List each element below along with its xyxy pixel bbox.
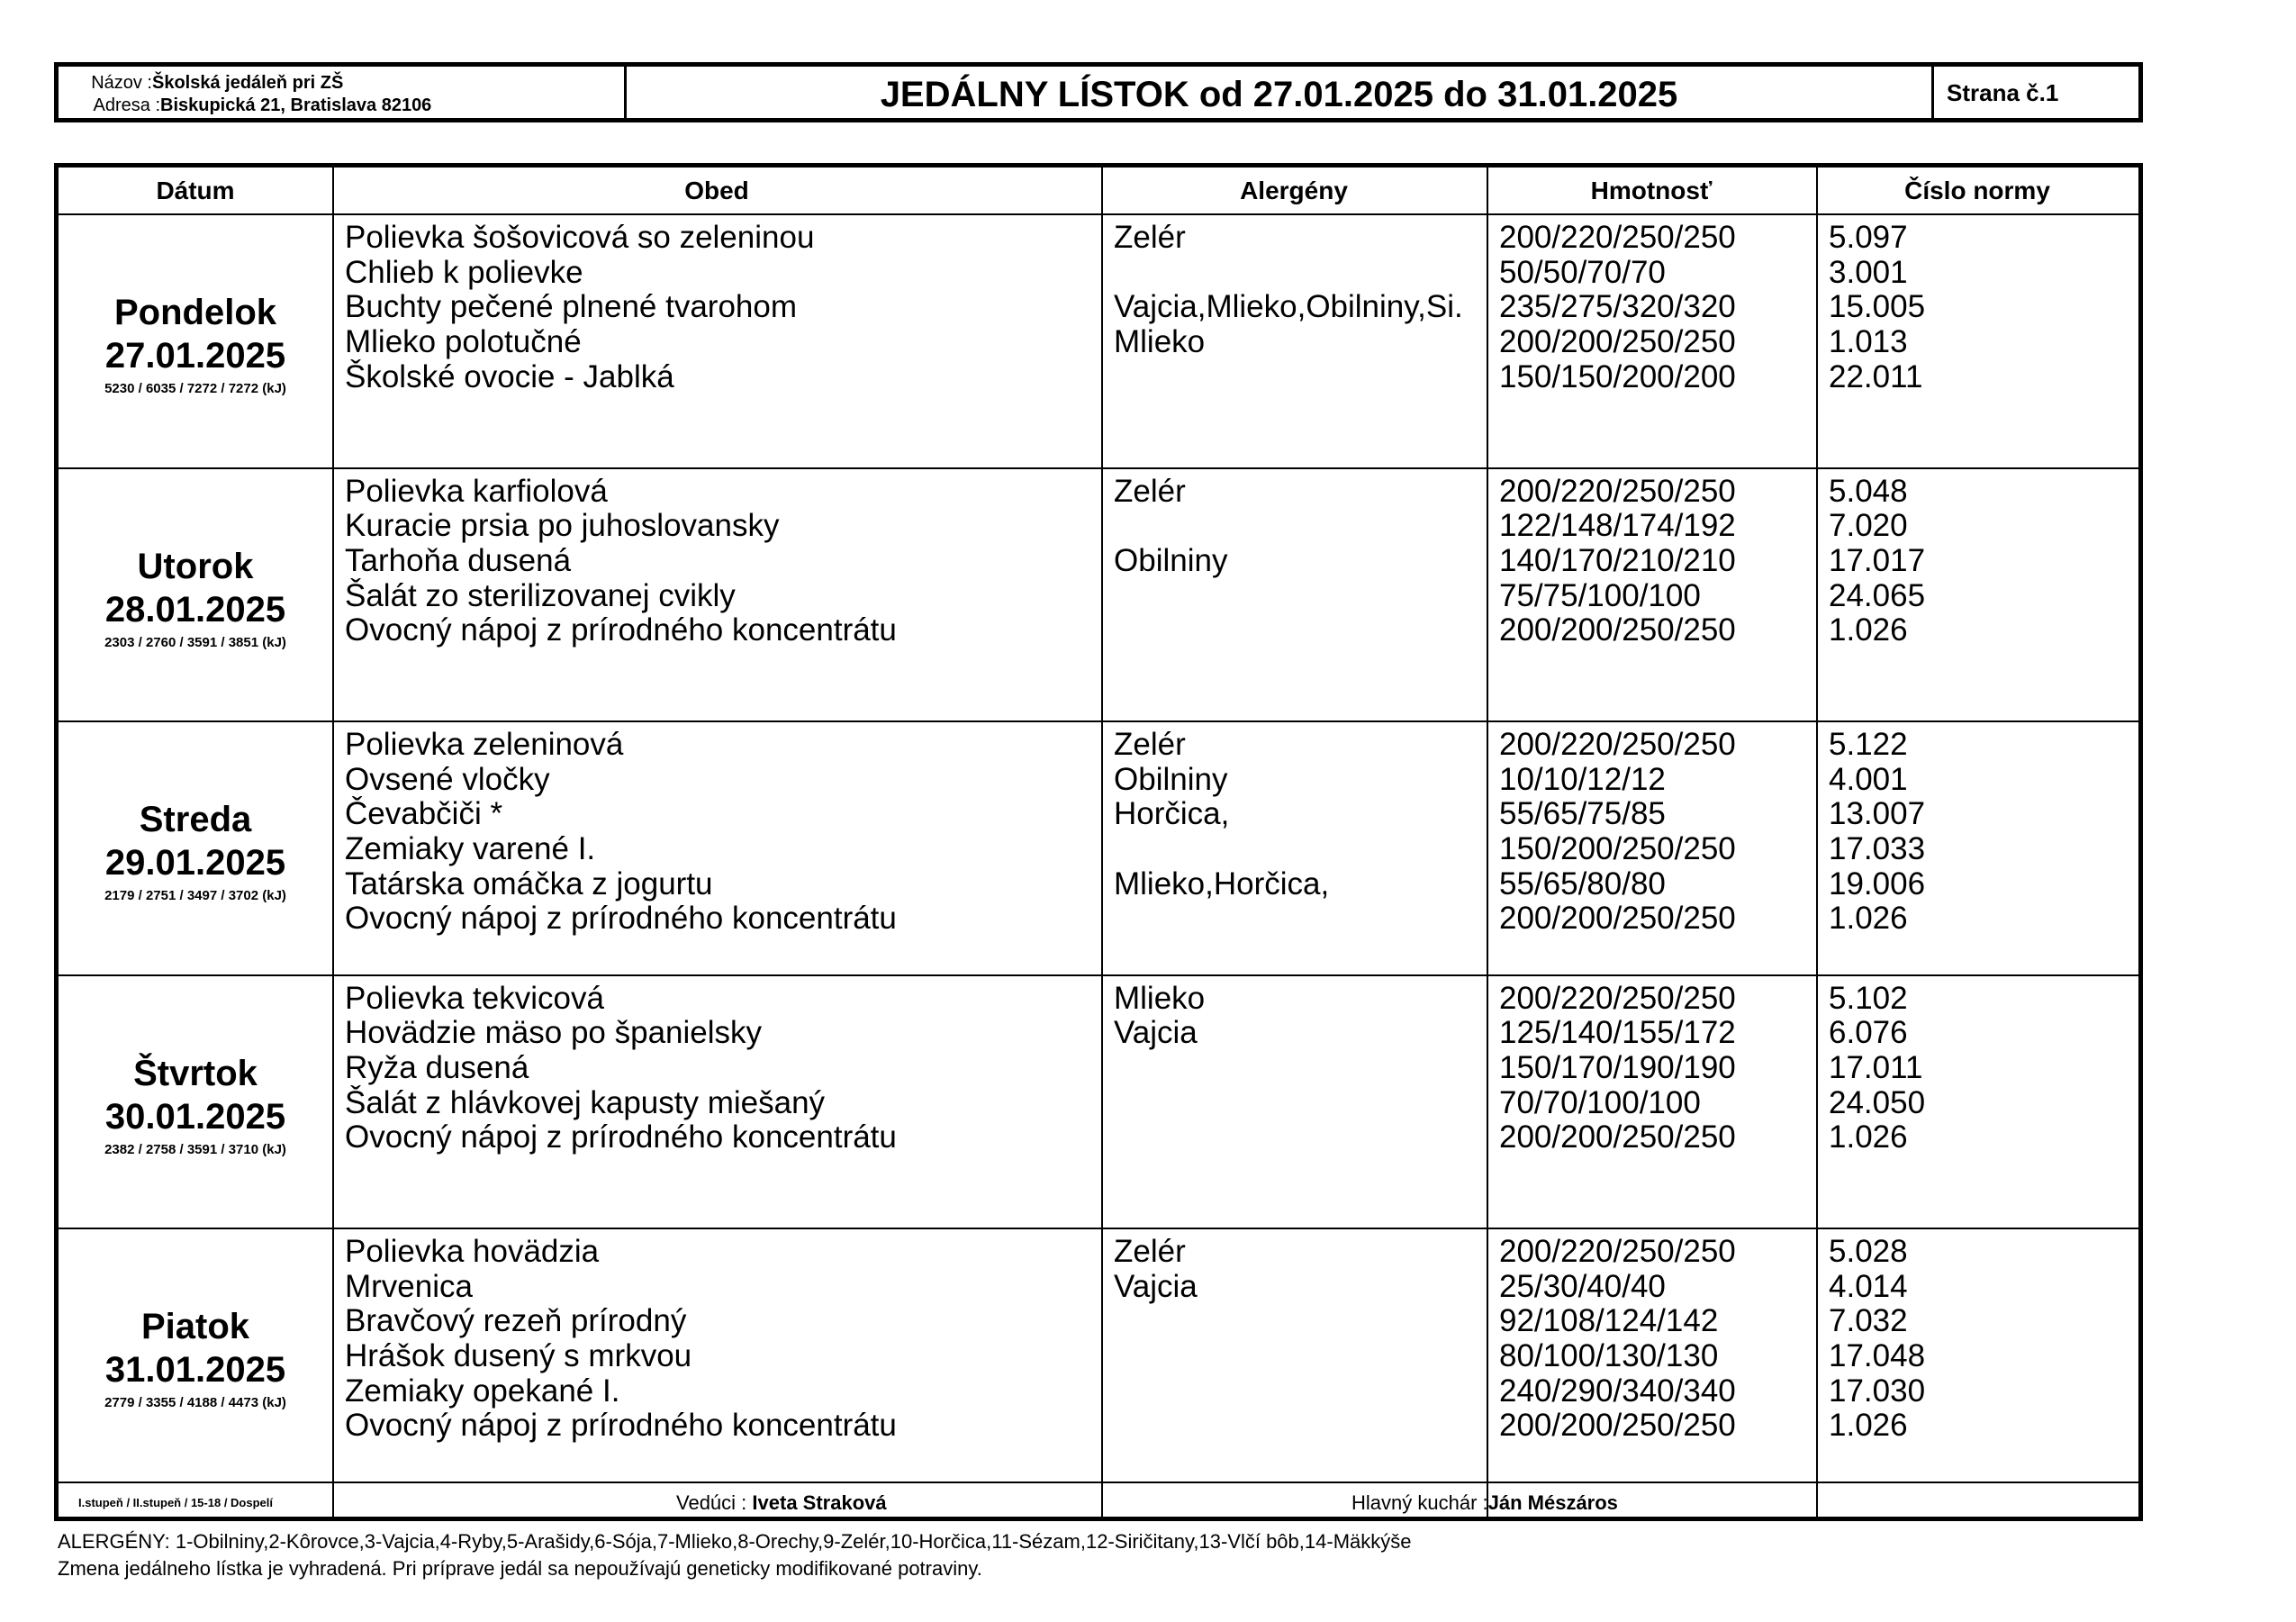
day-name: Utorok <box>137 546 254 586</box>
day-name: Streda <box>139 800 252 840</box>
dish-name: Kuracie prsia po juhoslovansky <box>345 508 780 544</box>
dish-norm-column <box>1829 475 1925 648</box>
dish-name: Tatárska omáčka z jogurtu <box>345 865 713 902</box>
dish-name: Ovocný nápoj z prírodného koncentrátu <box>345 612 897 648</box>
dish-name: Ovocný nápoj z prírodného koncentrátu <box>345 1119 897 1155</box>
chef-name: Ján Mészáros <box>1487 1491 1618 1514</box>
dish-allergens-column <box>1114 728 1329 937</box>
document-header <box>54 62 2143 122</box>
disclaimer: Zmena jedálneho lístka je vyhradená. Pri príprave jedál sa nepoužívajú geneticky modifikované potraviny. <box>58 1557 982 1580</box>
address-label: Adresa : <box>93 95 160 115</box>
dish-norm: 17.033 <box>1829 831 1926 867</box>
dish-name: Mrvenica <box>345 1268 473 1304</box>
dish-norm: 5.028 <box>1829 1234 1908 1269</box>
day-cell <box>59 1229 332 1482</box>
dish-weight-column <box>1499 221 1736 394</box>
day-date: 30.01.2025 <box>104 1096 286 1137</box>
day-date: 31.01.2025 <box>104 1350 286 1391</box>
dish-allergens: Vajcia,Mlieko,Obilniny,Si. <box>1114 289 1463 325</box>
dish-weight: 25/30/40/40 <box>1499 1268 1666 1304</box>
dish-name: Polievka zeleninová <box>345 727 624 762</box>
dish-allergens <box>1114 1051 1205 1086</box>
col-header-lunch: Obed <box>684 176 749 204</box>
dish-name: Tarhoňa dusená <box>345 542 572 578</box>
dish-norm: 1.013 <box>1829 324 1908 360</box>
dish-norm-column <box>1829 221 1925 394</box>
day-name: Pondelok <box>113 293 277 333</box>
dish-allergens: Vajcia <box>1114 1015 1198 1051</box>
dish-name: Buchty pečené plnené tvarohom <box>345 289 797 325</box>
dish-allergens <box>1114 613 1227 648</box>
age-groups-label: I.stupeň / II.stupeň / 15-18 / Dospelí <box>78 1496 273 1509</box>
dish-allergens <box>1114 1409 1198 1444</box>
dish-name: Polievka hovädzia <box>345 1234 600 1269</box>
menu-title: JEDÁLNY LÍSTOK od 27.01.2025 do 31.01.2025 <box>627 67 1934 118</box>
dish-allergens <box>1114 256 1463 291</box>
name-label: Názov : <box>91 73 152 93</box>
dish-weight: 200/220/250/250 <box>1499 473 1736 509</box>
dish-weight-column <box>1499 475 1736 648</box>
dish-weight: 55/65/80/80 <box>1499 865 1666 902</box>
dish-norm: 1.026 <box>1829 901 1908 937</box>
dish-weight: 10/10/12/12 <box>1499 761 1666 797</box>
dish-norm: 4.001 <box>1829 761 1908 797</box>
dish-norm: 5.097 <box>1829 220 1908 255</box>
dish-name-column <box>345 1235 897 1444</box>
dish-allergens-column <box>1114 475 1227 648</box>
dish-norm: 24.050 <box>1829 1084 1926 1120</box>
dish-name: Zemiaky varené I. <box>345 831 596 867</box>
dish-name-column <box>345 475 897 648</box>
dish-allergens <box>1114 1120 1205 1155</box>
day-kj: 2303 / 2760 / 3591 / 3851 (kJ) <box>104 634 286 650</box>
dish-norm: 1.026 <box>1829 1408 1908 1444</box>
day-kj: 2779 / 3355 / 4188 / 4473 (kJ) <box>104 1395 286 1411</box>
dish-norm-column <box>1829 982 1925 1155</box>
dish-norm: 17.030 <box>1829 1373 1926 1409</box>
dish-allergens <box>1114 509 1227 544</box>
manager-label: Vedúci : <box>676 1491 747 1514</box>
dish-allergens: Obilniny <box>1114 542 1228 578</box>
school-address: Biskupická 21, Bratislava 82106 <box>160 95 432 115</box>
dish-weight: 235/275/320/320 <box>1499 289 1736 325</box>
dish-norm: 19.006 <box>1829 865 1926 902</box>
dish-norm: 17.011 <box>1829 1049 1923 1085</box>
day-cell <box>59 976 332 1228</box>
dish-name: Hrášok dusený s mrkvou <box>345 1338 692 1374</box>
dish-weight: 80/100/130/130 <box>1499 1338 1719 1374</box>
dish-weight-column <box>1499 728 1736 937</box>
dish-weight: 75/75/100/100 <box>1499 577 1701 613</box>
dish-name: Mlieko polotučné <box>345 324 582 360</box>
day-cell <box>59 215 332 467</box>
dish-name: Ovsené vločky <box>345 761 550 797</box>
dish-norm: 6.076 <box>1829 1015 1908 1051</box>
dish-allergens <box>1114 1086 1205 1121</box>
dish-allergens-column <box>1114 221 1463 394</box>
dish-allergens: Zelér <box>1114 727 1186 762</box>
allergen-legend: ALERGÉNY: 1-Obilniny,2-Kôrovce,3-Vajcia,4-Ryby,5-Arašidy,6-Sója,7-Mlieko,8-Orechy,9-Zelér,10-Horčica,11-Sézam,12-Siričitany,13-Vlčí bôb,14-Mäkkýše <box>58 1530 1412 1553</box>
dish-allergens-column <box>1114 1235 1198 1444</box>
day-row <box>59 1229 2138 1482</box>
dish-norm: 13.007 <box>1829 796 1926 832</box>
day-kj: 2382 / 2758 / 3591 / 3710 (kJ) <box>104 1141 286 1157</box>
dish-name: Ovocný nápoj z prírodného koncentrátu <box>345 1408 897 1444</box>
day-row <box>59 469 2138 721</box>
chef-label: Hlavný kuchár : <box>1351 1491 1488 1514</box>
dish-weight: 125/140/155/172 <box>1499 1015 1736 1051</box>
day-row <box>59 976 2138 1228</box>
dish-norm: 1.026 <box>1829 1119 1908 1155</box>
dish-name-column <box>345 221 814 394</box>
dish-norm: 7.032 <box>1829 1303 1908 1339</box>
dish-name: Čevabčiči * <box>345 796 503 832</box>
dish-norm: 17.048 <box>1829 1338 1926 1374</box>
dish-weight: 122/148/174/192 <box>1499 508 1736 544</box>
day-date: 28.01.2025 <box>104 589 286 630</box>
day-cell <box>59 469 332 721</box>
dish-allergens <box>1114 1374 1198 1409</box>
dish-weight: 200/220/250/250 <box>1499 727 1736 762</box>
dish-allergens: Zelér <box>1114 220 1186 255</box>
dish-weight: 200/200/250/250 <box>1499 612 1736 648</box>
dish-weight: 200/200/250/250 <box>1499 1119 1736 1155</box>
day-kj: 2179 / 2751 / 3497 / 3702 (kJ) <box>104 888 286 904</box>
day-row <box>59 215 2138 467</box>
dish-allergens: Mlieko <box>1114 324 1206 360</box>
dish-weight-column <box>1499 982 1736 1155</box>
dish-weight: 92/108/124/142 <box>1499 1303 1719 1339</box>
col-header-allergens: Alergény <box>1240 176 1348 204</box>
dish-weight: 140/170/210/210 <box>1499 542 1736 578</box>
dish-weight: 150/150/200/200 <box>1499 358 1736 394</box>
dish-norm: 15.005 <box>1829 289 1926 325</box>
dish-allergens-column <box>1114 982 1205 1155</box>
menu-table <box>54 163 2143 1521</box>
col-header-weight: Hmotnosť <box>1590 176 1713 204</box>
dish-weight: 70/70/100/100 <box>1499 1084 1701 1120</box>
dish-norm: 1.026 <box>1829 612 1908 648</box>
dish-name: Ovocný nápoj z prírodného koncentrátu <box>345 901 897 937</box>
dish-norm: 5.048 <box>1829 473 1908 509</box>
dish-allergens <box>1114 1339 1198 1374</box>
day-date: 27.01.2025 <box>104 336 286 376</box>
dish-norm-column <box>1829 1235 1925 1444</box>
col-header-norm: Číslo normy <box>1904 176 2050 204</box>
dish-weight: 240/290/340/340 <box>1499 1373 1736 1409</box>
dish-allergens <box>1114 360 1463 395</box>
school-info <box>59 67 627 118</box>
dish-norm: 5.102 <box>1829 980 1908 1016</box>
dish-name: Školské ovocie - Jablká <box>345 358 674 394</box>
dish-name: Zemiaky opekané I. <box>345 1373 620 1409</box>
dish-weight: 200/220/250/250 <box>1499 980 1736 1016</box>
dish-weight: 55/65/75/85 <box>1499 796 1666 832</box>
day-kj: 5230 / 6035 / 7272 / 7272 (kJ) <box>104 381 286 397</box>
day-date: 29.01.2025 <box>104 843 286 883</box>
dish-allergens: Horčica, <box>1114 796 1230 832</box>
dish-allergens <box>1114 832 1329 867</box>
dish-allergens: Mlieko <box>1114 980 1206 1016</box>
manager <box>676 1491 887 1515</box>
footer-divider <box>59 1482 2138 1483</box>
dish-norm-column <box>1829 728 1925 937</box>
dish-norm: 5.122 <box>1829 727 1908 762</box>
school-name: Školská jedáleň pri ZŠ <box>152 73 344 93</box>
day-cell <box>59 722 332 974</box>
dish-weight: 200/200/250/250 <box>1499 324 1736 360</box>
dish-allergens: Vajcia <box>1114 1268 1198 1304</box>
dish-weight: 50/50/70/70 <box>1499 254 1666 290</box>
dish-weight: 150/170/190/190 <box>1499 1049 1736 1085</box>
dish-name: Hovädzie mäso po španielsky <box>345 1015 763 1051</box>
dish-name-column <box>345 982 897 1155</box>
dish-name: Šalát zo sterilizovanej cvikly <box>345 577 736 613</box>
dish-name: Polievka karfiolová <box>345 473 608 509</box>
manager-name: Iveta Straková <box>752 1491 887 1514</box>
dish-allergens: Zelér <box>1114 1234 1186 1269</box>
dish-weight: 200/220/250/250 <box>1499 220 1736 255</box>
dish-name: Bravčový rezeň prírodný <box>345 1303 687 1339</box>
dish-name: Polievka tekvicová <box>345 980 604 1016</box>
dish-allergens: Zelér <box>1114 473 1186 509</box>
dish-allergens <box>1114 579 1227 614</box>
dish-norm: 22.011 <box>1829 358 1923 394</box>
day-row <box>59 722 2138 974</box>
dish-norm: 17.017 <box>1829 542 1926 578</box>
dish-weight: 200/200/250/250 <box>1499 1408 1736 1444</box>
dish-norm: 24.065 <box>1829 577 1926 613</box>
dish-name: Ryža dusená <box>345 1049 529 1085</box>
dish-name-column <box>345 728 897 937</box>
dish-norm: 3.001 <box>1829 254 1908 290</box>
col-header-date: Dátum <box>156 176 235 204</box>
page-number: Strana č.1 <box>1947 79 2059 106</box>
dish-name: Šalát z hlávkovej kapusty miešaný <box>345 1084 826 1120</box>
dish-allergens: Obilniny <box>1114 761 1228 797</box>
dish-allergens: Mlieko,Horčica, <box>1114 865 1330 902</box>
dish-weight: 200/220/250/250 <box>1499 1234 1736 1269</box>
chef <box>1351 1491 1618 1515</box>
day-name: Štvrtok <box>133 1053 258 1093</box>
day-name: Piatok <box>140 1307 250 1347</box>
dish-name: Polievka šošovicová so zeleninou <box>345 220 815 255</box>
dish-weight: 150/200/250/250 <box>1499 831 1736 867</box>
dish-weight-column <box>1499 1235 1736 1444</box>
dish-weight: 200/200/250/250 <box>1499 901 1736 937</box>
dish-allergens <box>1114 1304 1198 1339</box>
dish-norm: 7.020 <box>1829 508 1908 544</box>
dish-name: Chlieb k polievke <box>345 254 583 290</box>
dish-norm: 4.014 <box>1829 1268 1908 1304</box>
dish-allergens <box>1114 902 1329 937</box>
